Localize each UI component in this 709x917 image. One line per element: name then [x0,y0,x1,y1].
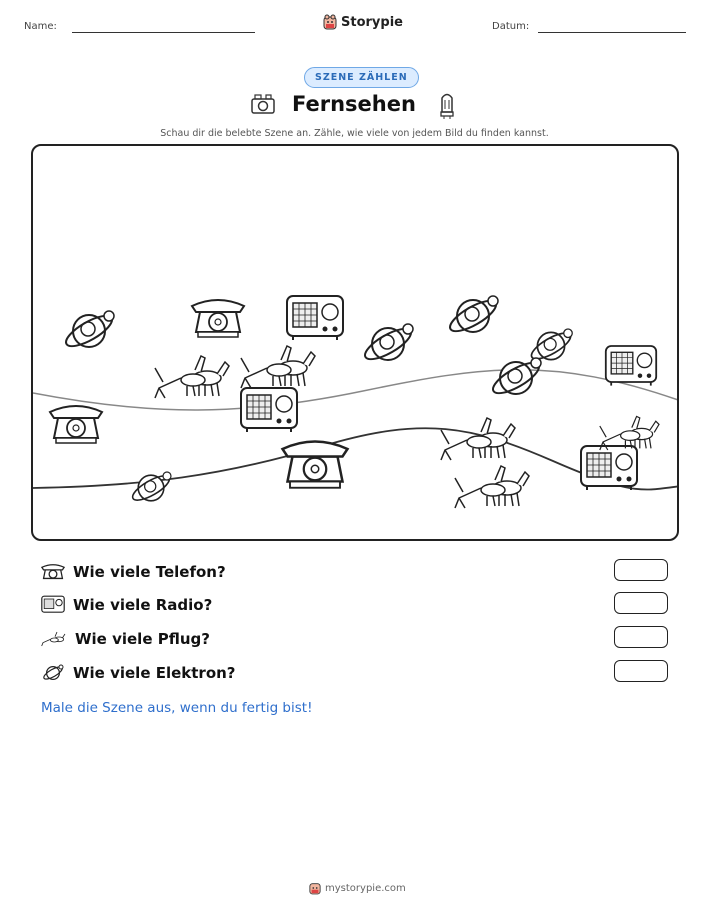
storypie-mascot-icon [323,14,337,30]
question-text: Wie viele Elektron? [73,664,236,682]
brand-name: Storypie [341,14,403,30]
footer-site [309,881,406,895]
vacuum-tube-icon [438,90,456,120]
electron-1 [62,310,116,352]
radio-2 [241,388,297,432]
answer-box-electron[interactable] [614,660,668,682]
electron-2 [361,323,415,365]
plough-3 [441,418,515,460]
storypie-mascot-icon [309,881,321,895]
question-telephone [41,561,226,583]
question-plough [41,628,210,650]
radio-3 [606,346,656,386]
electron-icon [41,662,65,684]
date-field[interactable] [538,32,686,33]
plough-1 [155,356,229,398]
answer-box-telephone[interactable] [614,559,668,581]
coloring-note: Male die Szene aus, wenn du fertig bist! [41,700,313,716]
question-text: Wie viele Pflug? [75,630,210,648]
plough-4 [455,466,529,508]
electron-5 [489,357,543,399]
instruction-text: Schau dir die belebte Szene an. Zähle, wie viele von jedem Bild du finden kannst. [160,128,549,139]
telephone-2 [50,406,102,443]
plough-5 [600,416,659,450]
camera-icon [250,92,276,116]
question-text: Wie viele Radio? [73,596,213,614]
question-electron [41,662,236,684]
scene-panel [31,144,679,541]
electron-6 [129,471,172,504]
radio-icon [41,595,65,615]
brand-logo [323,14,403,30]
question-radio [41,595,212,615]
name-label: Name: [24,21,57,32]
answer-box-plough[interactable] [614,626,668,648]
radio-4 [581,446,637,490]
page-title: Fernsehen [292,92,416,116]
plough-icon [41,628,67,650]
question-text: Wie viele Telefon? [73,563,226,581]
answer-box-radio[interactable] [614,592,668,614]
telephone-icon [41,561,65,583]
telephone-3 [283,442,348,488]
radio-1 [287,296,343,340]
site-url: mystorypie.com [325,882,406,894]
date-label: Datum: [492,21,530,32]
activity-badge: SZENE ZÄHLEN [304,67,419,88]
plough-2 [241,346,315,388]
scene-drawing [33,146,679,541]
electron-3 [446,295,500,337]
name-field[interactable] [72,32,255,33]
telephone-1 [192,300,244,337]
